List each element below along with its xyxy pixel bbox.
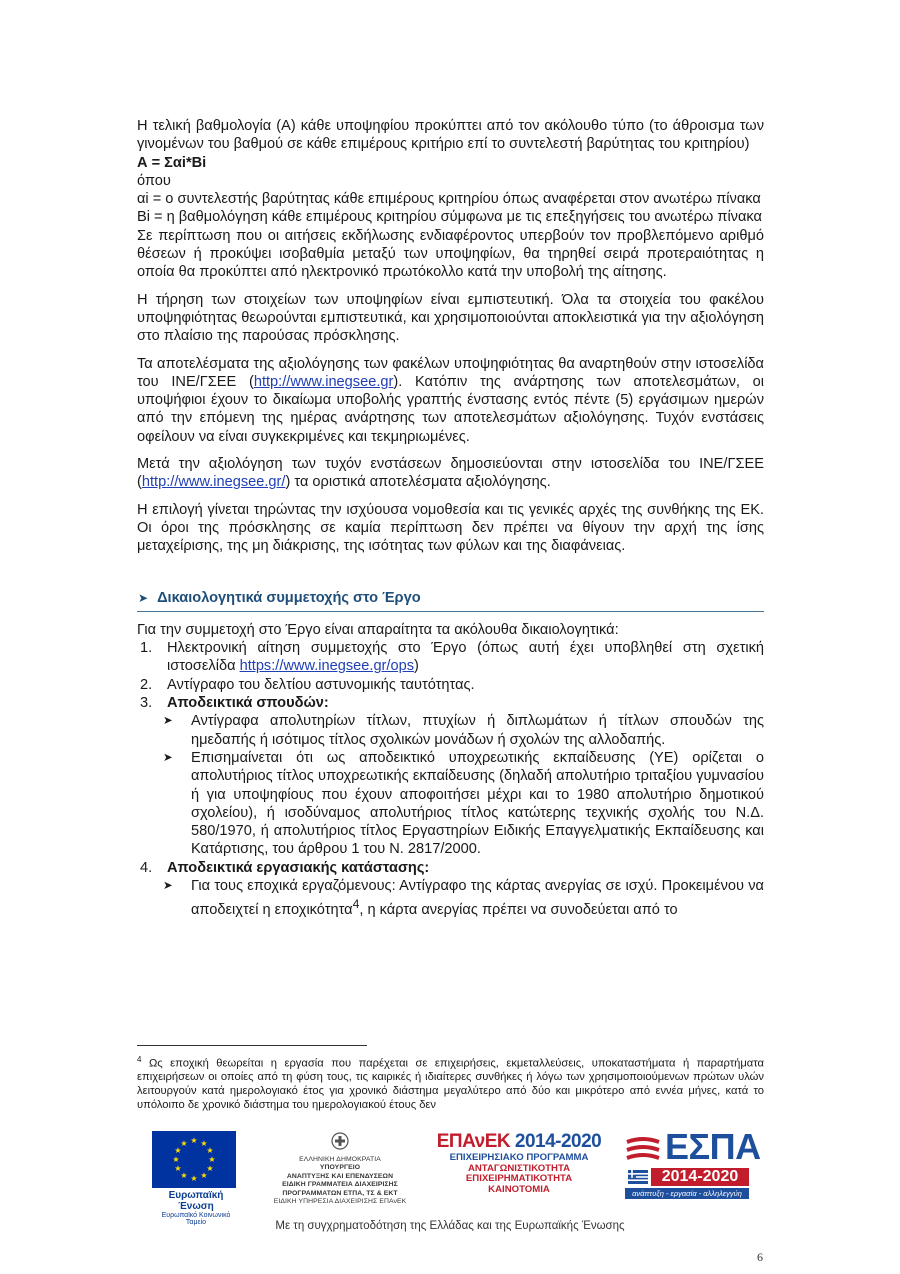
list-item-heading: Αποδεικτικά σπουδών:	[167, 695, 329, 712]
eu-flag-icon	[152, 1131, 236, 1188]
svg-text:★: ★	[180, 1171, 188, 1180]
espa-tagline: ανάπτυξη - εργασία - αλληλεγγύη	[625, 1188, 749, 1199]
list-item: 2. Αντίγραφο του δελτίου αστυνομικής ταυτότητας.	[140, 676, 475, 693]
arrowhead-icon: ➤	[163, 751, 173, 764]
confidentiality-paragraph: Η τήρηση των στοιχείων των υποψηφίων είναι εμπιστευτική. Όλα τα στοιχεία του φακέλου υποψηφιότητας θεωρούνται εμπιστευτικά, και χρησιμοποιούνται αποκλειστικά για την αξιολόγηση στο πλαίσιο της παρούσας πρόσκλησης.	[137, 291, 764, 345]
sub-list	[137, 712, 764, 858]
gr-line-3: ΑΝΑΠΤΥΞΗΣ ΚΑΙ ΕΠΕΝΔΥΣΕΩΝ	[286, 1172, 394, 1180]
scoring-paragraph: Η τελική βαθμολογία (Α) κάθε υποψηφίου προκύπτει από τον ακόλουθο τύπο (το άθροισμα των γινομένων του βαθμού σε κάθε επιμέρους κριτήριο επί το συντελεστή βαρύτητας του κριτηρίου)	[137, 118, 764, 153]
greek-emblem-icon	[330, 1131, 350, 1151]
list-item: 1. Ηλεκτρονική αίτηση συμμετοχής στο Έργο (όπως αυτή έχει υποβληθεί στη σχετική ιστοσελίδα https://www.inegsee.gr/ops)	[140, 640, 764, 675]
gr-line-4: ΕΙΔΙΚΗ ΓΡΑΜΜΑΤΕΙΑ ΔΙΑΧΕΙΡΙΣΗΣ	[282, 1181, 398, 1189]
arrowhead-icon: ➤	[138, 590, 149, 605]
svg-text:★: ★	[200, 1139, 208, 1148]
greek-flag-icon	[628, 1170, 648, 1184]
final-results-paragraph: Μετά την αξιολόγηση των τυχόν ενστάσεων δημοσιεύονται στην ιστοσελίδα του ΙΝΕ/ΓΣΕΕ (http://www.inegsee.gr/) τα οριστικά αποτελέσματα αξιολόγησης.	[137, 456, 764, 491]
formula-where: όπου	[137, 172, 171, 189]
list-item: 4. Αποδεικτικά εργασιακής κατάστασης: ➤ Για τους εποχικά εργαζόμενους: Αντίγραφο της κάρτας ανεργίας σε ισχύ. Προκειμένου να αποδειχτεί η εποχικότητα$^4$, η κάρτα ανεργίας πρέπει να συνοδεύεται από το	[137, 859, 764, 920]
section-title: Δικαιολογητικά συμμετοχής στο Έργο	[157, 589, 421, 606]
legislation-paragraph: Η επιλογή γίνεται τηρώντας την ισχύουσα νομοθεσία και τις γενικές αρχές της συνθήκης της ΕΚ. Οι όροι της πρόσκλησης σε καμία περίπτωση δεν πρέπει να θίγουν την αρχή της ίσης μεταχείρισης, της μη διάκρισης, της ισότητας των φύλων και της διαφάνειας.	[137, 501, 764, 555]
section-heading	[137, 589, 764, 612]
eu-name: Ευρωπαϊκή Ένωση	[168, 1190, 224, 1212]
cofunding-statement: Με τη συγχρηματοδότηση της Ελλάδας και της Ευρωπαϊκής Ένωσης	[275, 1220, 625, 1232]
list-item: 3. Αποδεικτικά σπουδών: ➤ Αντίγραφα απολυτηρίων τίτλων, πτυχίων ή διπλωμάτων ή τίτλων σπουδών της ημεδαπής ή ισότιμος τίτλος σχολικών μονάδων ή σχολών της αλλοδαπής. ➤ Επισημαίνεται ότι ως αποδεικτικό υποχρεωτικής εκπαίδευσης (ΥΕ) ορίζεται ο απολυτήριος τίτλος υποχρεωτικής εκπαίδευσης (δηλαδή απολυτήριο τριταξίου γυμνασίου ή για υποψηφίους που έχουν αποφοιτήσει μέχρι και το 1980 απολυτήριο δημοτικού σχολείου), ή ισοδύναμος απολυτήριος τίτλος κατώτερης τεχνικής σχολής του Ν.Δ. 580/1970, ή απολυτήριος τίτλος Εργαστηρίων Ειδικής Επαγγελματικής Εκπαίδευσης και Κατάρτισης, του άρθρου 1 του Ν. 2817/2000.	[137, 694, 764, 859]
arrowhead-icon: ➤	[163, 879, 173, 892]
svg-text:★: ★	[190, 1136, 198, 1145]
eu-logo	[152, 1131, 240, 1226]
gr-line-2: ΥΠΟΥΡΓΕΙΟ	[319, 1164, 361, 1172]
gr-line-6: ΕΙΔΙΚΗ ΥΠΗΡΕΣΙΑ ΔΙΑΧΕΙΡΙΣΗΣ ΕΠΑνΕΚ	[273, 1198, 407, 1206]
documents-list	[137, 639, 764, 919]
svg-text:★: ★	[172, 1155, 180, 1164]
svg-text:★: ★	[174, 1146, 182, 1155]
footnote-text: Ως εποχική θεωρείται η εργασία που παρέχεται σε επιχειρήσεις, εκμεταλλεύσεις, υποκαταστήματα ή παραρτήματα επιχειρήσεων οι οποίες από τη φύση τους, τις καιρικές ή ιδιαίτερες συνθήκες ή λόγω των χρησιμοποιούμενων πρώτων υλών λειτουργούν κατά ημερολογιακό έτος για χρονικό διάστημα μεγαλύτερο από δύο και μικρότερο από εννέα μήνες, κατά το υπόλοιπο δε χρονικό διάστημα του ημερολογιακού έτους δεν	[137, 1057, 765, 1111]
espa-year: 2014-2020	[651, 1168, 749, 1186]
svg-text:★: ★	[206, 1146, 214, 1155]
sub-list-item: ➤ Αντίγραφα απολυτηρίων τίτλων, πτυχίων ή διπλωμάτων ή τίτλων σπουδών της ημεδαπής ή ισότιμος τίτλος σχολικών μονάδων ή σχολών της αλλοδαπής.	[163, 713, 764, 748]
svg-text:★: ★	[200, 1171, 208, 1180]
svg-text:★: ★	[206, 1164, 214, 1173]
formula-ai-definition: αi = ο συντελεστής βαρύτητας κάθε επιμέρους κριτηρίου όπως αναφέρεται στον ανωτέρω πίνακα	[137, 191, 761, 208]
sub-list-item: ➤ Για τους εποχικά εργαζόμενους: Αντίγραφο της κάρτας ανεργίας σε ισχύ. Προκειμένου να αποδειχτεί η εποχικότητα$^4$, η κάρτα ανεργίας πρέπει να συνοδεύεται από το	[163, 877, 764, 919]
epanek-line-2: ΑΝΤΑΓΩΝΙΣΤΙΚΟΤΗΤΑ	[467, 1162, 571, 1174]
footnote-mark: 4	[137, 1055, 142, 1064]
arrowhead-icon: ➤	[163, 715, 173, 728]
epanek-logo	[433, 1131, 605, 1195]
greek-ministry-logo	[270, 1131, 410, 1206]
results-paragraph: Τα αποτελέσματα της αξιολόγησης των φακέλων υποψηφιότητας θα αναρτηθούν στην ιστοσελίδα του ΙΝΕ/ΓΣΕΕ (http://www.inegsee.gr). Κατόπιν της ανάρτησης των αποτελεσμάτων, οι υποψήφιοι έχουν το δικαίωμα υποβολής γραπτής ένστασης εντός πέντε (5) εργάσιμων ημερών από την επόμενη της ημέρας ανάρτησης των αποτελεσμάτων αξιολόγησης. Τυχόν ενστάσεις οφείλουν να είναι συγκεκριμένες και τεκμηριωμένες.	[137, 355, 764, 445]
footnote-separator	[137, 1045, 367, 1046]
svg-text:★: ★	[190, 1174, 198, 1183]
scoring-formula: Α = Σαi*Bi	[137, 154, 207, 171]
page-number: 6	[757, 1250, 763, 1264]
svg-text:★: ★	[174, 1164, 182, 1173]
body-content	[137, 117, 764, 919]
ops-link[interactable]: https://www.inegsee.gr/ops	[239, 658, 414, 675]
list-item-heading: Αποδεικτικά εργασιακής κατάστασης:	[167, 859, 430, 876]
inegsee-final-link[interactable]: http://www.inegsee.gr/	[141, 474, 286, 491]
footnote	[137, 1053, 764, 1113]
footnote-ref[interactable]: 4	[352, 897, 360, 912]
gr-line-5: ΠΡΟΓΡΑΜΜΑΤΩΝ ΕΤΠΑ, ΤΣ & ΕΚΤ	[282, 1189, 398, 1197]
svg-text:★: ★	[208, 1155, 216, 1164]
espa-word: ΕΣΠΑ	[665, 1126, 761, 1167]
epanek-line-1: ΕΠΙΧΕΙΡΗΣΙΑΚΟ ΠΡΟΓΡΑΜΜΑ	[449, 1152, 589, 1163]
tie-break-paragraph: Σε περίπτωση που οι αιτήσεις εκδήλωσης ενδιαφέροντος υπερβούν τον προβλεπόμενο αριθμό θέσεων ή προκύψει ισοβαθμία μεταξύ των υποψηφίων, θα τηρηθεί σειρά προτεραιότητας η οποία θα προκύπτει από ηλεκτρονικό πρωτόκολλο κατά την υποβολή της αίτησης.	[137, 227, 764, 281]
formula-bi-definition: Βi = η βαθμολόγηση κάθε επιμέρους κριτηρίου σύμφωνα με τις επεξηγήσεις του ανωτέρω πίνακα	[137, 209, 762, 226]
gr-line-1: ΕΛΛΗΝΙΚΗ ΔΗΜΟΚΡΑΤΙΑ	[299, 1156, 381, 1163]
svg-text:★: ★	[180, 1139, 188, 1148]
sub-list-item: ➤ Επισημαίνεται ότι ως αποδεικτικό υποχρεωτικής εκπαίδευσης (ΥΕ) ορίζεται ο απολυτήριος τίτλος υποχρεωτικής εκπαίδευσης (δηλαδή απολυτήριο τριταξίου γυμνασίου ή για υποψηφίους που έχουν αποφοιτήσει μέχρι και το 1980 απολυτήριο δημοτικού σχολείου), ή ισοδύναμος απολυτήριος τίτλος κατώτερης τεχνικής σχολής του Ν.Δ. 580/1970, ή απολυτήριος τίτλος Εργαστηρίων Ειδικής Επαγγελματικής Εκπαίδευσης και Κατάρτισης, του άρθρου 1 του Ν. 2817/2000.	[163, 749, 764, 858]
epanek-word: ΕΠΑνΕΚ	[436, 1131, 511, 1152]
sub-list	[137, 877, 764, 919]
eu-fund: Ευρωπαϊκό Κοινωνικό Ταμείο	[161, 1212, 231, 1226]
section-intro: Για την συμμετοχή στο Έργο είναι απαραίτητα τα ακόλουθα δικαιολογητικά:	[137, 621, 619, 638]
espa-wave-icon	[625, 1136, 661, 1166]
epanek-line-4: ΚΑΙΝΟΤΟΜΙΑ	[488, 1183, 550, 1195]
inegsee-link[interactable]: http://www.inegsee.gr	[253, 373, 394, 390]
epanek-line-3: ΕΠΙΧΕΙΡΗΜΑΤΙΚΟΤΗΤΑ	[465, 1173, 573, 1184]
epanek-year: 2014-2020	[514, 1131, 602, 1152]
